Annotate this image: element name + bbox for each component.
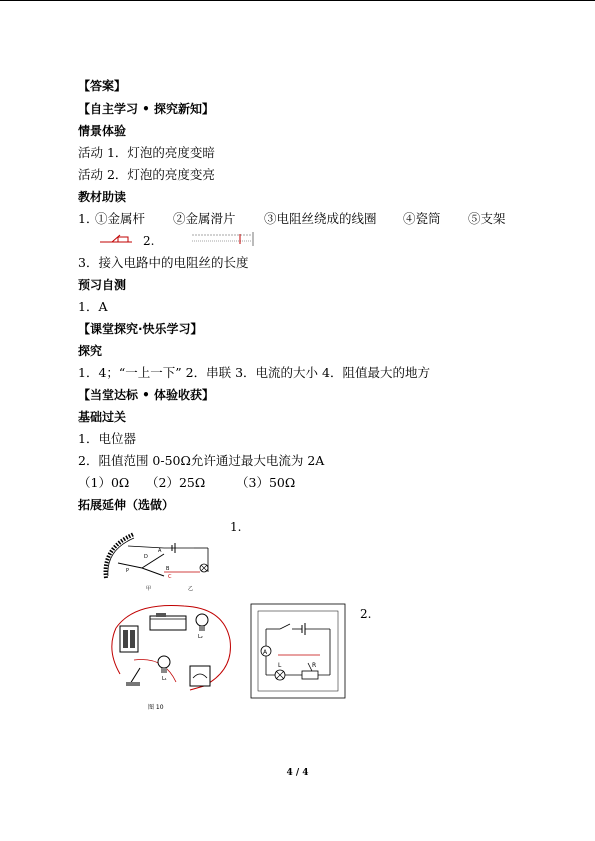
textbook-item-1 [78, 211, 506, 227]
basic-answer-2: 2．阻值范围 0-50Ω允许通过最大电流为 2A [78, 453, 325, 468]
section-heading-classroom: 【课堂探究·快乐学习】 [78, 322, 203, 336]
fig3-label-l: L [278, 662, 282, 669]
fig3-label-r: R [312, 662, 317, 669]
fig1-label-a: A [158, 548, 162, 554]
sub-answer-3: （3）50Ω [236, 475, 296, 490]
subheading-basic: 基础过关 [78, 410, 127, 424]
answer-heading: 【答案】 [78, 79, 127, 93]
item-2-number: 2. [143, 234, 155, 248]
activity-1: 活动 1．灯泡的亮度变暗 [78, 145, 215, 160]
fig1-label-p: P [126, 568, 130, 574]
subheading-textbook: 教材助读 [78, 190, 127, 204]
sub-answer-1: （1）0Ω [78, 475, 130, 490]
textbook-item-3: 3．接入电路中的电阻丝的长度 [78, 255, 249, 270]
item-1-part-4: ④瓷筒 [403, 211, 441, 226]
fig1-label-yi: 乙 [188, 586, 194, 592]
fig1-label-c: C [168, 574, 172, 580]
fig1-label-b: B [166, 566, 170, 572]
item-1-part-5: ⑤支架 [468, 211, 506, 226]
top-rule [0, 0, 595, 1]
rheostat-symbol-b [190, 230, 256, 248]
subheading-preview-test: 预习自测 [78, 278, 127, 292]
subheading-extension: 拓展延伸（选做） [78, 498, 175, 512]
figure-1-number: 1. [230, 520, 242, 534]
sub-answer-2: （2）25Ω [146, 475, 206, 490]
rheostat-symbol-a [98, 231, 134, 247]
figure-1-circuit [98, 528, 218, 594]
preview-answer: 1．A [78, 299, 108, 314]
fig2-label-l1: L₁ [162, 676, 167, 682]
figure-3-circuit-diagram [250, 603, 346, 699]
subheading-scenario: 情景体验 [78, 124, 127, 138]
figure-2-physical-circuit [104, 600, 236, 712]
section-heading-self-study: 【自主学习 • 探究新知】 [78, 102, 215, 116]
section-heading-in-class: 【当堂达标 • 体验收获】 [78, 388, 215, 402]
fig2-caption: 图 10 [148, 704, 164, 711]
basic-answer-1: 1．电位器 [78, 431, 136, 446]
item-1-number: 1． [78, 211, 99, 226]
fig3-label-a: A [263, 649, 268, 656]
fig2-label-l2: L₂ [198, 634, 203, 640]
basic-answer-2-sub [78, 475, 296, 491]
subheading-explore: 探究 [78, 344, 103, 358]
item-1-part-1: ①金属杆 [95, 211, 146, 226]
fig1-label-d: D [144, 554, 148, 560]
explore-answers: 1．4；“一上一下” 2．串联 3．电流的大小 4．阻值最大的地方 [78, 365, 430, 380]
item-1-part-2: ②金属滑片 [173, 211, 236, 226]
fig1-label-jia: 甲 [146, 586, 152, 592]
item-1-part-3: ③电阻丝绕成的线圈 [264, 211, 377, 226]
figure-2-number: 2. [360, 607, 372, 621]
activity-2: 活动 2．灯泡的亮度变亮 [78, 167, 215, 182]
page-footer: 4 / 4 [286, 768, 309, 778]
